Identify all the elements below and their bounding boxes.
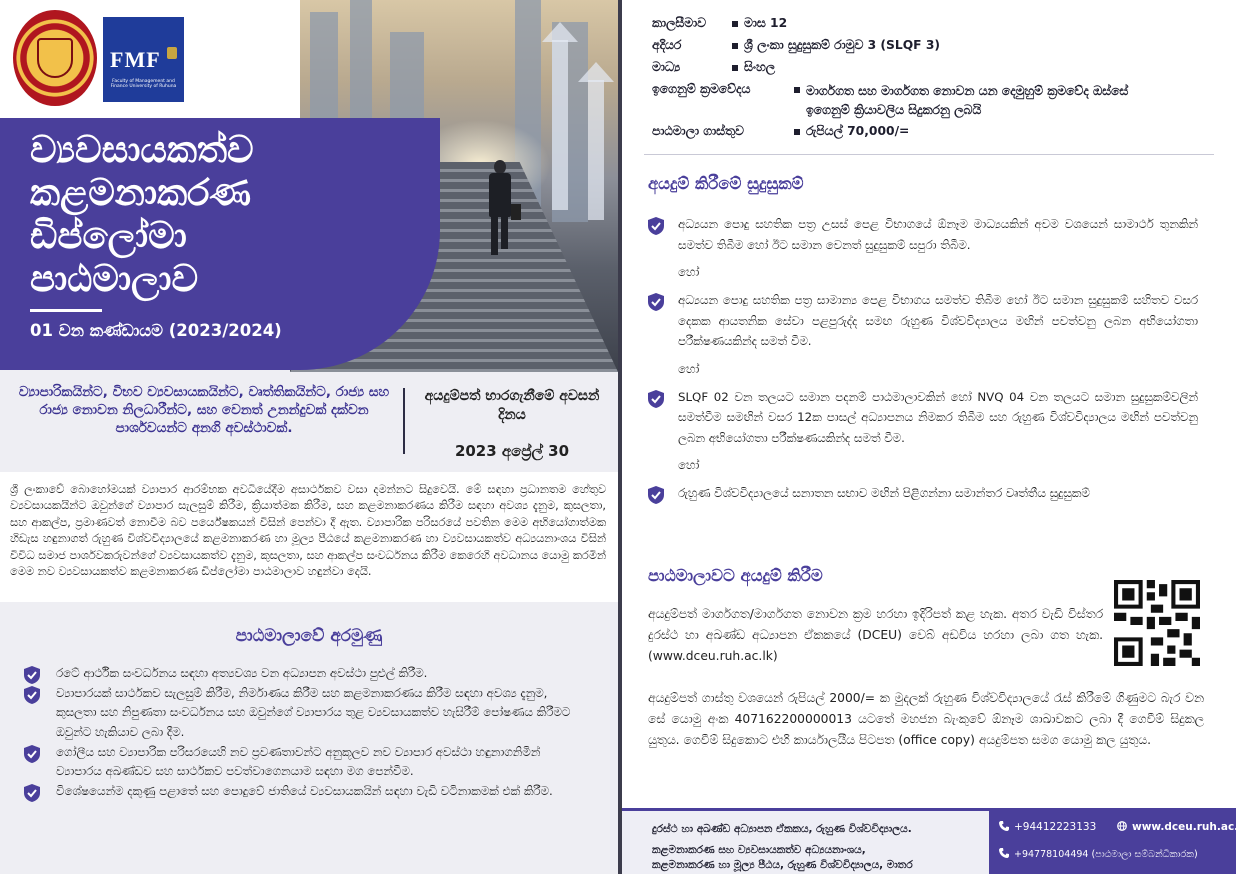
footer-address-block: [652, 843, 913, 873]
or-separator: හෝ: [678, 458, 700, 472]
right-panel: [622, 0, 1249, 874]
or-separator: හෝ: [678, 361, 700, 376]
deadline-date: 2023 අප්‍රේල් 30: [454, 442, 570, 460]
eligibility-item: [648, 290, 1198, 352]
fmf-logo-text: FMF: [110, 47, 161, 72]
eligibility-item: [648, 483, 1198, 504]
check-shield-icon: [24, 745, 40, 763]
title-divider: [30, 309, 102, 312]
contact-phone-2-text: +94778104494 (පාඨමාලා සම්බන්ධීකාරක): [1014, 849, 1198, 860]
eligibility-heading: අයදුම් කිරීමේ සුදුසුකම්: [648, 174, 804, 193]
intro-section: [0, 472, 618, 602]
aims-item-text: රටේ ආර්ථික සංවර්ධනය සඳහා අත්‍යවශ්‍ය වන අධ්‍යාපන අවස්ථා පුළුල් කිරීම.: [56, 666, 428, 680]
eligibility-item: [648, 387, 1198, 449]
check-shield-icon: [648, 217, 664, 235]
aims-item-text: ව්‍යාපාරයක් සාර්ථකව සැලසුම් කිරීම, නිර්මාණය කිරීම සහ කළමනාකරණය කිරීම සඳහා අවශ්‍ය දැනුම, කුසලතා සහ නිපුණතා සංවර්ධනය සහ ඔවුන්ගේ ව්‍යාපාරය තුළ ව්‍යවසායකත්ව හැසිරීම් පෝෂණය කිරීමට ඔවුන්ට හැකියාව ලබා දීම.: [56, 686, 571, 739]
aims-item-text: ගෝලීය සහ ව්‍යාපාරික පරිසරයෙහි නව ප්‍රවණතාවන්ට අනුකූලව නව ව්‍යාපාර අවස්ථා හඳුනාගනිමින් ව්‍යාපාරය අඛණ්ඩව සහ සාර්ථකව පවත්වාගෙනයාම සඳහා මග පෙන්වීම.: [56, 744, 541, 779]
eligibility-item-text: SLQF 02 වන තලයට සමාන පදනම් පාඨමාලාවකින් හෝ NVQ 04 වන තලයට සමාන සුදුසුකම්වලින් සමත්වීම සමඟින් වසර 12ක පාසල් අධ්‍යාපනය නිමකර තිබීම සහ රුහුණ විශ්වවිද්‍යාලය මඟින් පවත්වනු ලබන අභියෝගතා පරීක්ෂණයකින්ද සමත් වීම.: [678, 389, 1198, 445]
contact-website[interactable]: [1117, 821, 1249, 833]
info-value: ශ්‍රී ලංකා සුදුසුකම් රාමුව 3 (SLQF 3): [732, 38, 940, 53]
info-row-method: [652, 82, 1212, 124]
info-row-level: [652, 38, 1212, 60]
businessman-figure: [485, 160, 515, 256]
aims-item: [24, 743, 584, 781]
info-label: මාධ්‍ය: [652, 60, 681, 74]
fmf-logo: [103, 17, 184, 102]
info-label: කාලසීමාව: [652, 16, 706, 30]
aims-item: [24, 664, 584, 683]
course-title: [30, 128, 410, 300]
aims-item: [24, 782, 584, 801]
course-title-line: පාඨමාලාව: [30, 257, 199, 300]
deadline-divider: [403, 388, 405, 454]
info-row-fee: [652, 124, 1212, 146]
globe-icon: [1117, 821, 1127, 831]
fmf-crest-icon: [167, 47, 177, 59]
cohort-label: 01 වන කණ්ඩායම (2023/2024): [30, 321, 282, 340]
check-shield-icon: [24, 686, 40, 704]
info-row-medium: [652, 60, 1212, 82]
contact-phone-1[interactable]: [999, 821, 1096, 833]
info-label: අදියර: [652, 38, 682, 52]
check-shield-icon: [648, 486, 664, 504]
contact-phone-2[interactable]: [999, 848, 1198, 860]
course-title-line: ව්‍යවසායකත්ව: [30, 128, 254, 171]
check-shield-icon: [24, 666, 40, 684]
info-value: රුපියල් 70,000/=: [794, 124, 909, 139]
qr-code-icon[interactable]: [1114, 580, 1200, 666]
course-title-line: කළමනාකරණ: [30, 171, 252, 214]
aims-item: [24, 684, 584, 742]
course-info-table: [652, 16, 1212, 146]
footer-address-line: කළමනාකරණ හා මූල්‍ය පීඨය, රුහුණ විශ්වවිද්‍යාලය, මාතර: [652, 859, 913, 871]
apply-paragraph-2: අයදුම්පත් ගාස්තු වශයෙන් රුපියල් 2000/= ක මුදලක් රුහුණ විශ්වවිද්‍යාලයේ රැස් කිරීමේ ගිණුමට බැර වන සේ යොමු අංක 407162200000013 යටතේ මහජන බැංකුවේ ඕනෑම ශාඛාවකට ලබා දී ගෙවීම් සිදුකල යුතුය. ගෙවීම් සිදුකොට එහි කාර්යාලයීය පිටපත (office copy) අයදුම්පත සමග යොමු කල යුතුය.: [648, 691, 1204, 747]
footer-address-line: කළමනාකරණ සහ ව්‍යවසායකත්ව අධ්‍යයනාංශය,: [652, 844, 866, 856]
intro-paragraph: ශ්‍රී ලංකාවේ බොහෝමයක් ව්‍යාපාර ආරම්භක අවධියේදීම අසාර්ථකව වසා දමන්නට සිදුවෙයි. මේ සඳහා ප්‍රධානතම හේතුව ව්‍යවසායකයින්ට ඔවුන්ගේ ව්‍යාපාර සැලසුම් කිරීම, ක්‍රියාත්මක කිරීම, සහ කළමනාකරණය කිරීම සඳහා අවශ්‍ය දැනුම, කුසලතා, සහ ආකල්ප, ප්‍රමාණවත් නොවීම බව පර්යේෂකයන් විසින් පෙන්වා දී ඇත. ව්‍යාපාරික පරිසරයේ පවතින මෙම අභියෝගාත්මක හිඩැස හඳුනාගත් රුහුණ විශ්වවිද්‍යාලයේ කළමනාකරණ හා මූල්‍ය පීඨයේ කළමනාකරණ හා ව්‍යවසායකත්ව අධ්‍යයනාංශය විසින් විවිධ සමාජ පාර්ශවකරුවන්ගේ ව්‍යවසායකත්ව දැනුම, කුසලතා, සහ ආකල්ප සංවර්ධනය කිරීම කෙරෙහි අවධානය යොමු කරමින් මෙම නව ව්‍යවසායකත්ව කළමනාකරණ ඩිප්ලෝමා පාඨමාලාව හඳුන්වා දෙයි.: [10, 483, 606, 579]
target-audience: ව්‍යාපාරිකයින්ට, විභව ව්‍යවසායකයින්ට, වෘත්තිකයින්ට, රාජ්‍ය සහ රාජ්‍ය නොවන නිලධාරීන්ට, සහ වෙනත් උනන්දුවක් දක්වන පාර්ශවයන්ට අනගි අවස්ථාවක්.: [18, 384, 390, 436]
fmf-logo-subtitle: Faculty of Management and Finance University of Ruhuna: [110, 79, 177, 90]
left-panel: [0, 0, 618, 874]
info-value: මාර්ගගත සහ මාර්ගගත නොවන යන දෙමුහුම් ක්‍රමවේද ඔස්සේ ඉගෙනුම් ක්‍රියාවලිය සිදුකරනු ලබයි: [794, 82, 1174, 120]
info-row-duration: [652, 16, 1212, 38]
phone-icon: [999, 821, 1009, 831]
contact-phone-1-text: +94412223133: [1014, 821, 1097, 833]
aims-item-text: විශේෂයෙන්ම දකුණු පළාතේ සහ පොදුවේ ජාතියේ ව්‍යවසායකයින් සඳහා වැඩි වටිනාකමක් එක් කිරීම.: [56, 784, 553, 799]
check-shield-icon: [648, 390, 664, 408]
apply-heading: පාඨමාලාවට අයදුම් කිරීම: [648, 566, 823, 585]
contact-website-text: www.dceu.ruh.ac.lk: [1132, 821, 1249, 833]
eligibility-item-text: රුහුණ විශ්වවිද්‍යාලයේ සනාතන සභාව මඟින් පිළිගන්නා සමාන්තර වෘත්තීය සුදුසුකම්: [678, 486, 1090, 500]
check-shield-icon: [24, 784, 40, 802]
info-value: මාස 12: [732, 16, 787, 31]
info-label: ඉගෙනුම් ක්‍රමවේදය: [652, 82, 751, 96]
deadline-label: අයදුම්පත් භාරගැනීමේ අවසන් දිනය: [424, 388, 600, 423]
info-divider: [644, 154, 1214, 155]
info-value: සිංහල: [732, 60, 775, 75]
up-arrow-graphic: [552, 40, 568, 210]
university-of-ruhuna-logo: [13, 10, 97, 106]
check-shield-icon: [648, 293, 664, 311]
course-title-line: ඩිප්ලෝමා: [30, 214, 187, 257]
apply-paragraph-1: අයදුම්පත් මාර්ගගත/මාර්ගගත නොවන ක්‍රම හරහා ඉදිරිපත් කළ හැක. අතර වැඩි විස්තර දුරස්ථ හා අඛණ්ඩ අධ්‍යාපන ඒකකයේ (DCEU) වෙබ් අඩවිය හරහා ලබා ගත හැක. (www.dceu.ruh.ac.lk): [648, 607, 1103, 663]
aims-list: [24, 664, 584, 802]
up-arrow-graphic: [588, 80, 604, 220]
eligibility-item-text: අධ්‍යයන පොදු සහතික පත්‍ර උසස් පෙළ විභාගයේ ඕනෑම මාධ්‍යයකින් අවම වශයෙන් සාමාර්ථ තුනකින් සමත්ව තිබීම හෝ ඊට සමාන වෙනත් සුදුසුකම් සපුරා තිබීම.: [678, 217, 1198, 252]
eligibility-list: [648, 214, 1198, 504]
eligibility-item: [648, 214, 1198, 255]
footer-address-line: දුරස්ථ හා අඛණ්ඩ අධ්‍යාපන ඒකකය, රුහුණ විශ්වවිද්‍යාලය.: [652, 823, 912, 835]
info-label: පාඨමාලා ගාස්තුව: [652, 124, 744, 138]
eligibility-item-text: අධ්‍යයන පොදු සහතික පත්‍ර සාමාන්‍ය පෙළ විභාගය සමත්ව තිබීම හෝ ඊට සමාන සුදුසුකම් සහිතව වසර දෙකක ආයතනික සේවා පළපුරුද්ද සමඟ රුහුණ විශ්වවිද්‍යාලය මඟින් පවත්වනු ලබන අභියෝගතා පරීක්ෂණයකින්ද සමත් වීම.: [678, 293, 1198, 348]
or-separator: හෝ: [678, 265, 700, 279]
aims-heading: පාඨමාලාවේ අරමුණු: [235, 626, 383, 646]
phone-icon: [999, 848, 1009, 858]
contact-box: [989, 808, 1249, 874]
